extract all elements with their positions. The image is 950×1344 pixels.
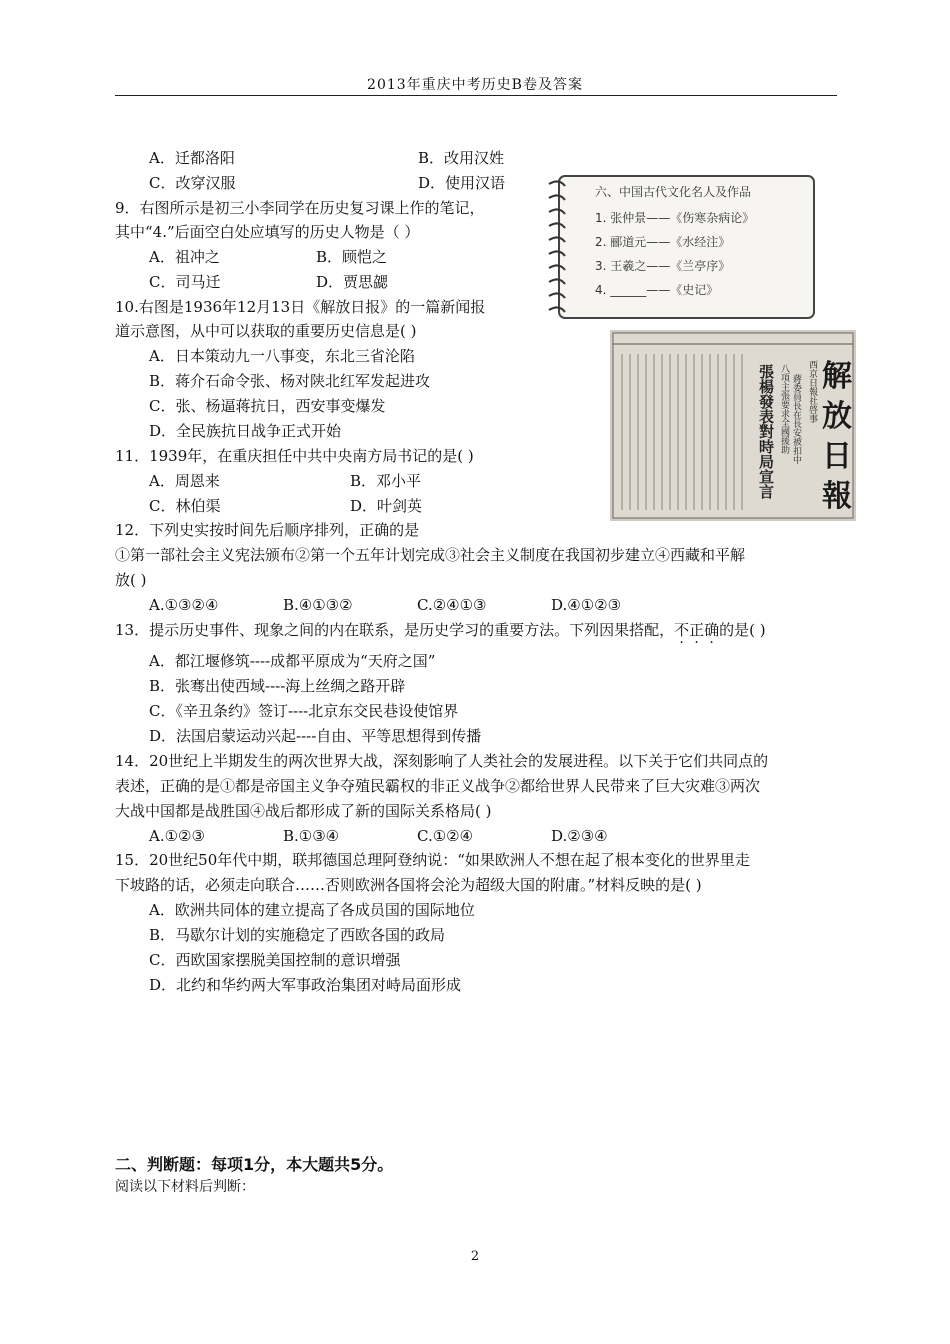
q14-option-b: B.①③④ (283, 827, 340, 845)
newspaper-figure (610, 330, 856, 521)
q13-option-b: B．张骞出使西域----海上丝绸之路开辟 (149, 677, 406, 695)
q9-option-a: A．祖冲之 (149, 248, 220, 266)
page-number: 2 (470, 1249, 480, 1264)
q14-option-a: A.①②③ (149, 827, 205, 845)
q14-stem-line1: 14．20世纪上半期发生的两次世界大战，深刻影响了人类社会的发展进程。以下关于它们共同点的 (115, 752, 769, 770)
q13-stem (115, 620, 766, 640)
masthead-char-4: 報 (822, 479, 852, 514)
q10-stem-line1: 10.右图是1936年12月13日《解放日报》的一篇新闻报 (115, 298, 486, 316)
notebook-figure (545, 168, 818, 321)
q10-stem-line2: 道示意图，从中可以获取的重要历史信息是( ) (115, 322, 417, 340)
q13-option-a: A．都江堰修筑----成都平原成为“天府之国” (149, 652, 436, 670)
page-header-title: 2013年重庆中考历史B卷及答案 (367, 77, 583, 93)
q14-option-d: D.②③④ (551, 827, 608, 845)
q15-stem-line2: 下坡路的话，必须走向联合……否则欧洲各国将会沦为超级大国的附庸。”材料反映的是( ) (115, 876, 702, 894)
newspaper-drawing (610, 330, 856, 521)
q9-option-b: B．顾恺之 (316, 248, 388, 266)
q15-option-d: D．北约和华约两大军事政治集团对峙局面形成 (149, 976, 462, 994)
q13-stem-tail: 的是( ) (719, 621, 766, 639)
section-heading: 二、判断题：每项1分，本大题共5分。 (115, 1155, 394, 1174)
q15-option-b: B．马歇尔计划的实施稳定了西欧各国的政局 (149, 926, 446, 944)
q8-option-d: D．使用汉语 (418, 174, 506, 192)
q12-option-a: A.①③②④ (149, 596, 219, 614)
header-divider (115, 95, 837, 96)
emphasis-char-2: 正 (689, 621, 705, 639)
masthead-char-3: 日 (822, 439, 852, 474)
q9-option-d: D．贾思勰 (316, 273, 389, 291)
news-subhead-2: 蔣委員長在長安被扣中 (791, 374, 801, 464)
q15-option-c: C．西欧国家摆脱美国控制的意识增强 (149, 951, 401, 969)
q9-stem-line1: 9．右图所示是初三小李同学在历史复习课上作的笔记， (115, 199, 485, 217)
emphasis-char-3: 确 (704, 621, 720, 639)
q8-option-a: A．迁都洛阳 (149, 149, 235, 167)
q11-option-a: A．周恩来 (149, 472, 220, 490)
notebook-row-3: 3. 王羲之——《兰亭序》 (595, 259, 731, 273)
q11-stem: 11．1939年，在重庆担任中共中央南方局书记的是( ) (115, 447, 474, 465)
q12-option-d: D.④①②③ (551, 596, 622, 614)
q8-option-b: B．改用汉姓 (418, 149, 505, 167)
q13-option-d: D．法国启蒙运动兴起----自由、平等思想得到传播 (149, 727, 482, 745)
news-subhead-1: 八項主張要求全國援助 (779, 364, 789, 454)
q12-option-b: B.④①③② (283, 596, 353, 614)
q15-stem-line1: 15．20世纪50年代中期，联邦德国总理阿登纳说：“如果欧洲人不想在起了根本变化的世界里走 (115, 851, 750, 869)
news-sidebar-notice: 西京日報社啓事 (807, 360, 817, 423)
q10-option-b: B．蒋介石命令张、杨对陕北红军发起进攻 (149, 372, 431, 390)
q11-option-b: B．邓小平 (350, 472, 422, 490)
q14-stem-line2: 表述，正确的是①都是帝国主义争夺殖民霸权的非正义战争②都给世界人民带来了巨大灾难③两次 (115, 777, 761, 795)
news-headline: 張楊發表對時局宣言 (757, 364, 775, 499)
q13-option-c: C．《辛丑条约》签订----北京东交民巷设使馆界 (149, 702, 459, 720)
notebook-drawing (545, 168, 818, 321)
q13-stem-text: 13．提示历史事件、现象之间的内在联系，是历史学习的重要方法。下列因果搭配， (115, 621, 675, 639)
notebook-row-1: 1. 张仲景——《伤寒杂病论》 (595, 211, 755, 225)
q10-option-d: D．全民族抗日战争正式开始 (149, 422, 342, 440)
q12-stem-line2: ①第一部社会主义宪法颁布②第一个五年计划完成③社会主义制度在我国初步建立④西藏和平解 (115, 546, 746, 564)
q9-stem-line2: 其中“4.”后面空白处应填写的历史人物是（ ） (115, 223, 420, 241)
emphasis-char-1: 不 (674, 621, 690, 639)
q14-stem-line3: 大战中国都是战胜国④战后都形成了新的国际关系格局( ) (115, 802, 492, 820)
notebook-heading: 六、中国古代文化名人及作品 (595, 185, 752, 199)
q12-option-c: C.②④①③ (417, 596, 487, 614)
q15-option-a: A．欧洲共同体的建立提高了各成员国的国际地位 (149, 901, 475, 919)
q9-option-c: C．司马迁 (149, 273, 221, 291)
q14-option-c: C.①②④ (417, 827, 474, 845)
q12-stem-line1: 12．下列史实按时间先后顺序排列，正确的是 (115, 521, 420, 539)
q8-option-c: C．改穿汉服 (149, 174, 236, 192)
q10-option-a: A．日本策动九一八事变，东北三省沦陷 (149, 347, 415, 365)
q10-option-c: C．张、杨逼蒋抗日，西安事变爆发 (149, 397, 386, 415)
q11-option-c: C．林伯渠 (149, 497, 221, 515)
notebook-row-2: 2. 郦道元——《水经注》 (595, 235, 731, 249)
q12-stem-line3: 放( ) (115, 571, 147, 589)
q11-option-d: D．叶剑英 (350, 497, 423, 515)
notebook-row-4: 4. ______——《史记》 (595, 283, 719, 297)
masthead-char-2: 放 (822, 399, 852, 434)
masthead-char-1: 解 (822, 359, 852, 394)
section-intro: 阅读以下材料后判断： (115, 1179, 255, 1195)
